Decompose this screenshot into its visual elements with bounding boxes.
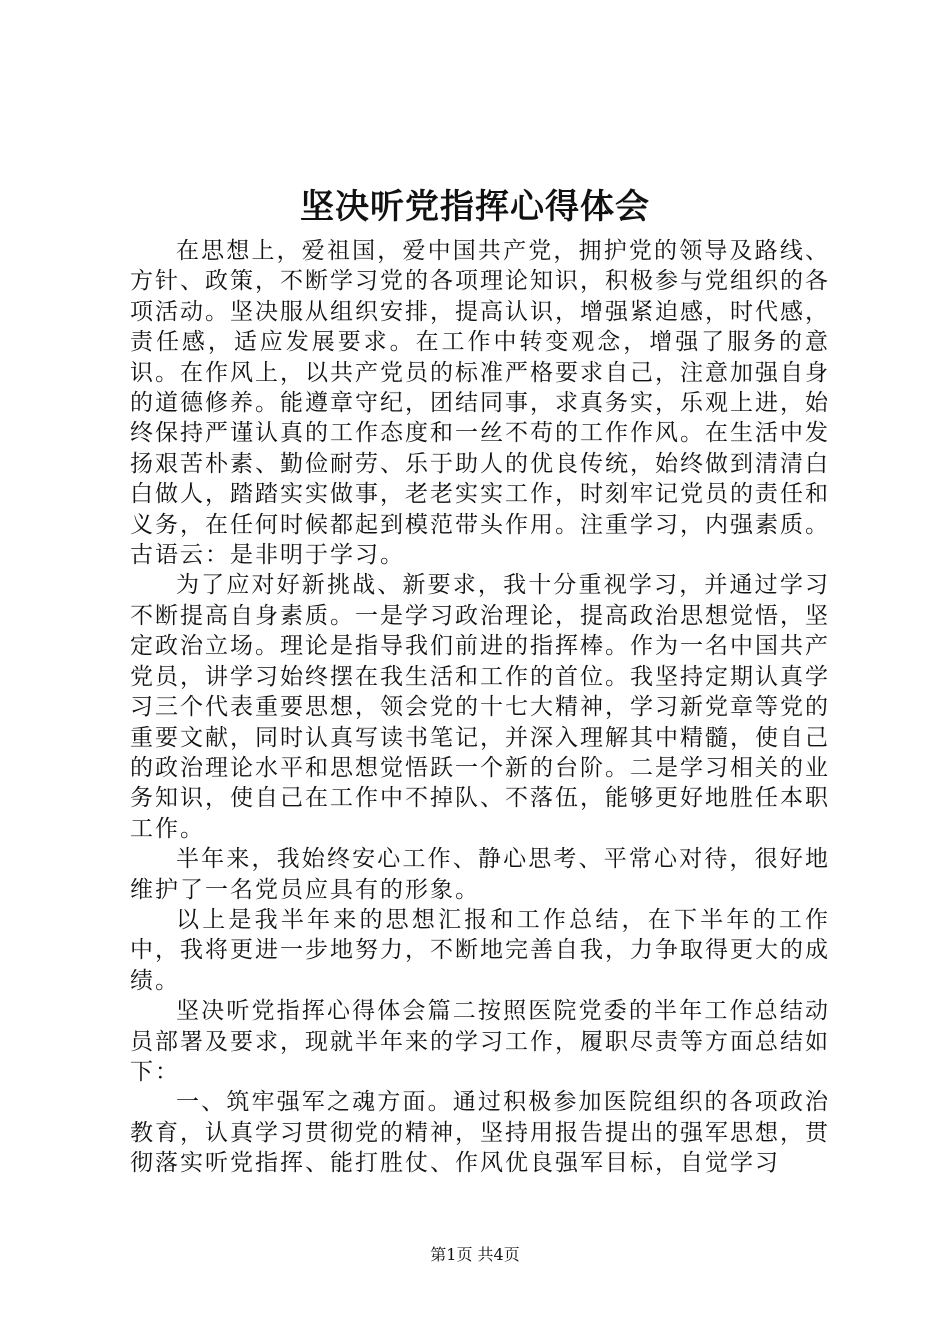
paragraph: 在思想上，爱祖国，爱中国共产党，拥护党的领导及路线、方针、政策，不断学习党的各项理论知识，积极参与党组织的各项活动。坚决服从组织安排，提高认识，增强紧迫感，时代感，责任感，适应发展要求。在工作中转变观念，增强了服务的意识。在作风上，以共产党员的标准严格要求自己，注意加强自身的道德修养。能遵章守纪，团结同事，求真务实，乐观上进，始终保持严谨认真的工作态度和一丝不苟的工作作风。在生活中发扬艰苦朴素、勤俭耐劳、乐于助人的优良传统，始终做到清清白白做人，踏踏实实做事，老老实实工作，时刻牢记党员的责任和义务，在任何时候都起到模范带头作用。注重学习，内强素质。古语云：是非明于学习。	[130, 238, 830, 569]
paragraph: 坚决听党指挥心得体会篇二按照医院党委的半年工作总结动员部署及要求，现就半年来的学习工作，履职尽责等方面总结如下：	[130, 998, 830, 1085]
paragraph: 一、筑牢强军之魂方面。通过积极参加医院组织的各项政治教育，认真学习贯彻党的精神，坚持用报告提出的强军思想，贯彻落实听党指挥、能打胜仗、作风优良强军目标，自觉学习	[130, 1089, 830, 1177]
paragraph: 为了应对好新挑战、新要求，我十分重视学习，并通过学习不断提高自身素质。一是学习政治理论，提高政治思想觉悟，坚定政治立场。理论是指导我们前进的指挥棒。作为一名中国共产党员，讲学习始终摆在我生活和工作的首位。我坚持定期认真学习三个代表重要思想，领会党的十七大精神，学习新党章等党的重要文献，同时认真写读书笔记，并深入理解其中精髓，使自己的政治理论水平和思想觉悟跃一个新的台阶。二是学习相关的业务知识，使自己在工作中不掉队、不落伍，能够更好地胜任本职工作。	[130, 572, 830, 842]
document-body	[130, 236, 830, 1179]
document-title: 坚决听党指挥心得体会	[300, 187, 650, 227]
paragraph: 半年来，我始终安心工作、静心思考、平常心对待，很好地维护了一名党员应具有的形象。	[130, 846, 830, 903]
page-footer: 第1页 共4页	[430, 1245, 520, 1264]
paragraph: 以上是我半年来的思想汇报和工作总结，在下半年的工作中，我将更进一步地努力，不断地完善自我，力争取得更大的成绩。	[130, 906, 830, 994]
